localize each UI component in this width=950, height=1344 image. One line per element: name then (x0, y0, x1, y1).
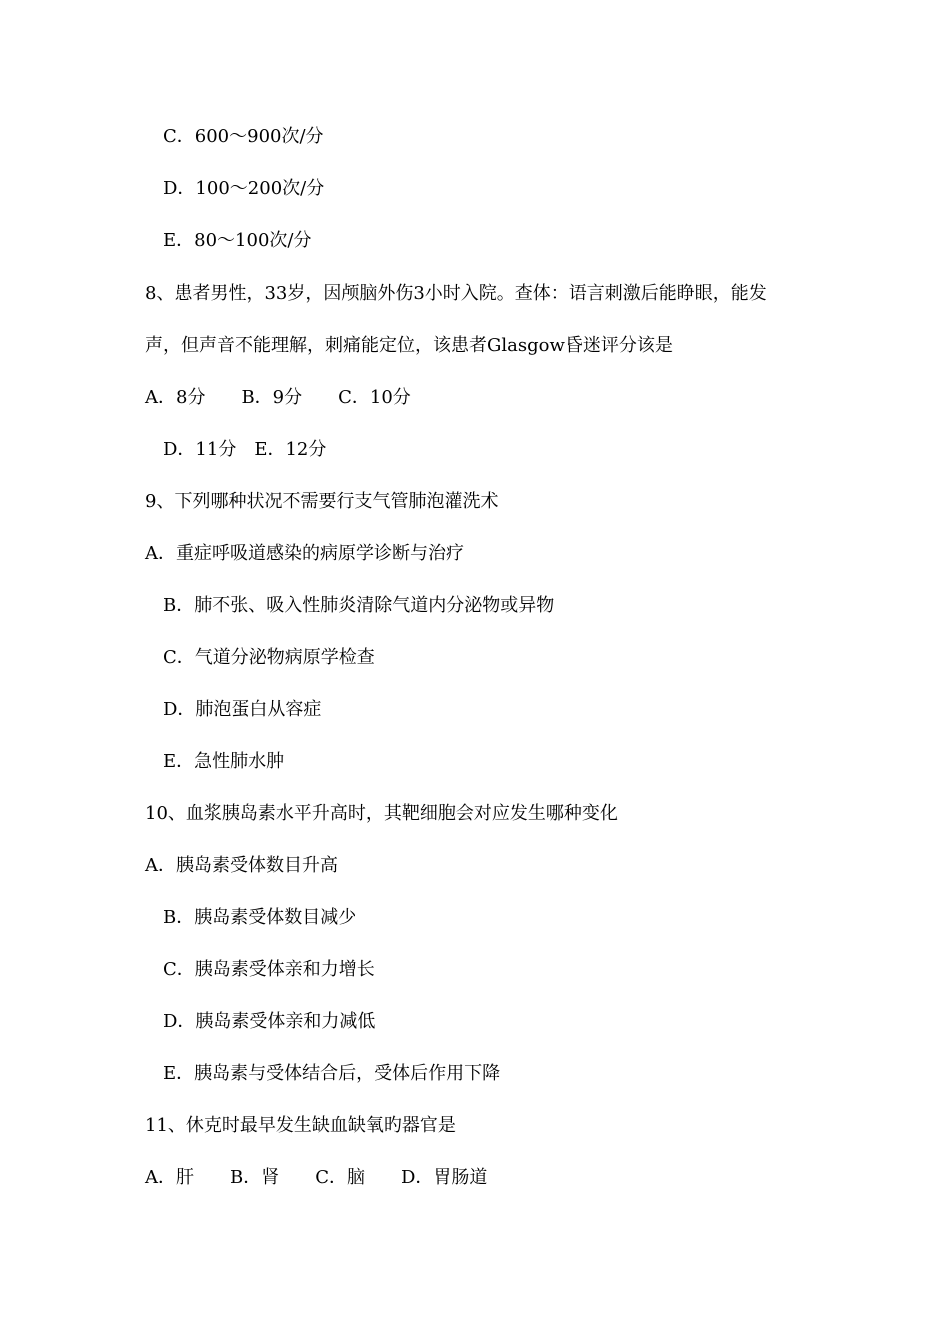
option-line: E．急性肺水肿 (163, 751, 285, 772)
option-line: C．胰岛素受体亲和力增长 (163, 959, 375, 980)
question-line: 11、休克时最早发生缺血缺氧旳器官是 (145, 1115, 456, 1136)
option-line: D．胰岛素受体亲和力减低 (163, 1011, 376, 1032)
option-line: D．100～200次/分 (163, 178, 325, 199)
option-line: A．肝 B．肾 C．脑 D．胃肠道 (145, 1167, 488, 1188)
question-line: 9、下列哪种状况不需要行支气管肺泡灌洗术 (145, 491, 499, 512)
option-line: C．气道分泌物病原学检查 (163, 647, 375, 668)
question-line: 10、血浆胰岛素水平升高时，其靶细胞会对应发生哪种变化 (145, 803, 618, 824)
option-line: B．肺不张、吸入性肺炎清除气道内分泌物或异物 (163, 595, 555, 616)
option-line: E．胰岛素与受体结合后，受体后作用下降 (163, 1063, 501, 1084)
option-line: D．11分 E．12分 (163, 439, 327, 460)
option-line: A．8分 B．9分 C．10分 (145, 387, 411, 408)
option-line: E．80～100次/分 (163, 230, 312, 251)
option-line: B．胰岛素受体数目减少 (163, 907, 357, 928)
option-line: A．胰岛素受体数目升高 (145, 855, 338, 876)
option-line: C．600～900次/分 (163, 126, 324, 147)
question-line: 8、患者男性，33岁，因颅脑外伤3小时入院。查体：语言刺激后能睁眼，能发 (145, 283, 767, 304)
question-line: 声，但声音不能理解，刺痛能定位，该患者Glasgow昏迷评分该是 (145, 335, 673, 356)
option-line: A．重症呼吸道感染的病原学诊断与治疗 (145, 543, 464, 564)
option-line: D．肺泡蛋白从容症 (163, 699, 322, 720)
